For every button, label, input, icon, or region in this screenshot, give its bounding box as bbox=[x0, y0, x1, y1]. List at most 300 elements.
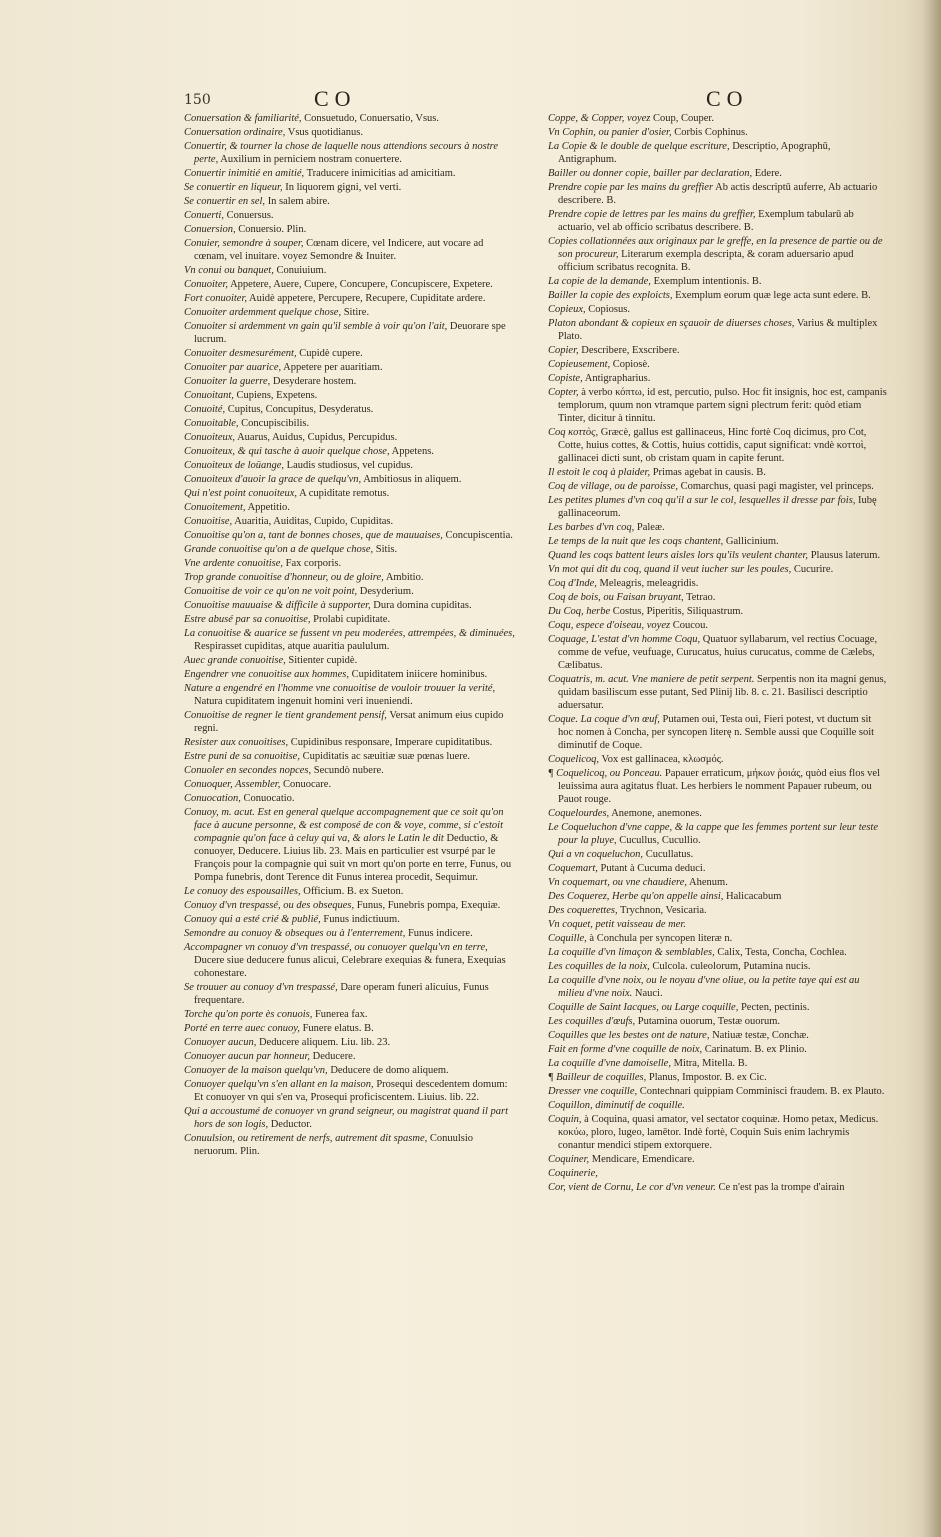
entry-french: Des coquerettes, bbox=[548, 905, 618, 916]
dictionary-entry bbox=[184, 237, 516, 263]
entry-french: Conuoquer, Assembler, bbox=[184, 779, 281, 790]
entry-latin: Conuocatio. bbox=[243, 793, 295, 804]
dictionary-entry bbox=[548, 1043, 888, 1056]
entry-french: Conuoy qui a esté crié & publié, bbox=[184, 914, 321, 925]
entry-latin: Respirasset cupiditas, atque auaritia paululum. bbox=[194, 641, 390, 652]
entry-french: Coq de village, ou de paroisse, bbox=[548, 481, 678, 492]
entry-latin: Iubę gallinaceorum. bbox=[558, 495, 877, 519]
entry-french: Coquin, bbox=[548, 1114, 582, 1125]
entry-latin: Conuersio. Plin. bbox=[238, 224, 307, 235]
entry-latin: Sitienter cupidè. bbox=[288, 655, 358, 666]
entry-french: Platon abondant & copieux en sçauoir de diuerses choses, bbox=[548, 318, 795, 329]
dictionary-entry bbox=[184, 347, 516, 360]
entry-french: Conuoiteux, bbox=[184, 432, 236, 443]
entry-french: Se trouuer au conuoy d'vn trespassé, bbox=[184, 982, 338, 993]
dictionary-entry bbox=[184, 682, 516, 708]
dictionary-entry bbox=[184, 1050, 516, 1063]
dictionary-entry bbox=[184, 515, 516, 528]
dictionary-entry bbox=[184, 981, 516, 1007]
entry-latin: Describere, Exscribere. bbox=[581, 345, 680, 356]
dictionary-entry bbox=[184, 1008, 516, 1021]
entry-french: Conuersation & familiarité, bbox=[184, 113, 302, 124]
entry-latin: Cupiditatem iniicere hominibus. bbox=[351, 669, 488, 680]
dictionary-entry bbox=[184, 375, 516, 388]
entry-latin: Varius & multiplex Plato. bbox=[558, 318, 878, 342]
entry-french: Semondre au conuoy & obseques ou à l'enterrement, bbox=[184, 928, 406, 939]
dictionary-entry bbox=[548, 960, 888, 973]
entry-french: Copter, bbox=[548, 387, 579, 398]
dictionary-entry bbox=[184, 473, 516, 486]
entry-french: Porté en terre auec conuoy, bbox=[184, 1023, 300, 1034]
dictionary-entry bbox=[184, 264, 516, 277]
dictionary-entry bbox=[184, 1078, 516, 1104]
dictionary-entry bbox=[184, 389, 516, 402]
entry-latin: In liquorem gigni, vel verti. bbox=[285, 182, 402, 193]
dictionary-entry bbox=[548, 862, 888, 875]
entry-french: Le conuoy des espousailles, bbox=[184, 886, 301, 897]
entry-french: Les petites plumes d'vn coq qu'il a sur le col, lesquelles il dresse par fois, bbox=[548, 495, 856, 506]
entry-latin: Desyderare hostem. bbox=[272, 376, 357, 387]
entry-latin: Appetens. bbox=[391, 446, 434, 457]
entry-latin: Officium. B. ex Sueton. bbox=[303, 886, 404, 897]
dictionary-entry bbox=[184, 361, 516, 374]
entry-latin: Secundò nubere. bbox=[313, 765, 384, 776]
entry-latin: Dura domina cupiditas. bbox=[373, 600, 472, 611]
dictionary-entry bbox=[184, 167, 516, 180]
entry-latin: Ab actis descriptū auferre, Ab actuario describere. B. bbox=[558, 182, 878, 206]
entry-latin: Prolabi cupiditate. bbox=[313, 614, 391, 625]
entry-latin: Contechnari quippiam Comminisci fraudem. B. ex Plauto. bbox=[639, 1086, 885, 1097]
entry-latin: Auidè appetere, Percupere, Recupere, Cupiditate ardere. bbox=[249, 293, 486, 304]
dictionary-entry bbox=[548, 466, 888, 479]
dictionary-entry bbox=[548, 549, 888, 562]
entry-latin: Græcè, gallus est gallinaceus, Hinc fortè Coq dicimus, pro Cot, Cotte, huius cottes, & Cottis, huius cottidis, caput significat: vndè κοττοὶ, gallinacei dicti sunt, ob cristam quam in capite ferunt. bbox=[558, 427, 867, 464]
entry-french: Conuoitise, bbox=[184, 516, 233, 527]
entry-french: Copies collationnées aux originaux par le greffe, en la presence de partie ou de son procureur, bbox=[548, 236, 883, 260]
running-head-left: CO bbox=[314, 86, 357, 111]
entry-french: Conuoitable, bbox=[184, 418, 239, 429]
entry-latin: Meleagris, meleagridis. bbox=[599, 578, 699, 589]
dictionary-entry bbox=[548, 876, 888, 889]
dictionary-entry bbox=[184, 112, 516, 125]
entry-french: Coquinerie, bbox=[548, 1168, 598, 1179]
entry-french: Conuoiter par auarice, bbox=[184, 362, 282, 373]
dictionary-entry bbox=[548, 181, 888, 207]
dictionary-entry bbox=[184, 431, 516, 444]
entry-latin: Funus, Funebris pompa, Exequiæ. bbox=[356, 900, 501, 911]
entry-french: Conuoiteux de loüange, bbox=[184, 460, 285, 471]
entry-latin: Sitis. bbox=[375, 544, 398, 555]
entry-french: Grande conuoitise qu'on a de quelque chose, bbox=[184, 544, 374, 555]
entry-latin: Appetitio. bbox=[247, 502, 290, 513]
entry-french: Coquilles que les bestes ont de nature, bbox=[548, 1030, 710, 1041]
entry-french: Conuier, semondre à souper, bbox=[184, 238, 304, 249]
entry-latin: Concupiscibilis. bbox=[241, 418, 310, 429]
entry-french: ¶ Bailleur de coquilles, bbox=[548, 1072, 647, 1083]
entry-latin: Funus indictiuum. bbox=[323, 914, 400, 925]
dictionary-entry bbox=[548, 1085, 888, 1098]
entry-french: Qui a accoustumé de conuoyer vn grand seigneur, ou magistrat quand il part hors de son logis, bbox=[184, 1106, 509, 1130]
entry-french: Il estoit le coq à plaider, bbox=[548, 467, 651, 478]
entry-latin: Tetrao. bbox=[686, 592, 716, 603]
dictionary-entry bbox=[184, 403, 516, 416]
entry-french: Le temps de la nuit que les coqs chantent, bbox=[548, 536, 724, 547]
dictionary-entry bbox=[548, 821, 888, 847]
entry-latin: Funere elatus. B. bbox=[302, 1023, 374, 1034]
entry-french: Vn coquet, petit vaisseau de mer. bbox=[548, 919, 686, 930]
dictionary-entry bbox=[184, 543, 516, 556]
dictionary-entry bbox=[548, 289, 888, 302]
entry-latin: Conuulsio neruorum. Plin. bbox=[194, 1133, 474, 1157]
entry-french: Conuoy, m. acut. Est en general quelque accompagnement que ce soit qu'on face à aucune personne, & est composé de con & voye, comme, si c'estoit compagnie qu'on face à celuy qui va, & alors le Latin le dit bbox=[184, 807, 504, 844]
entry-latin: Deuorare spe lucrum. bbox=[194, 321, 506, 345]
entry-french: Se conuertir en sel, bbox=[184, 196, 266, 207]
entry-latin: Copiosus. bbox=[588, 304, 630, 315]
entry-latin: Dare operam funeri alicuius, Funus frequentare. bbox=[194, 982, 489, 1006]
left-column bbox=[184, 112, 516, 1159]
dictionary-entry bbox=[184, 750, 516, 763]
dictionary-entry bbox=[548, 494, 888, 520]
entry-latin: Gallicinium. bbox=[725, 536, 779, 547]
entry-latin: Prosequi descedentem domum: Et conuoyer vn qui s'en va, Prosequi proficiscentem. Liuius. lib. 22. bbox=[194, 1079, 508, 1103]
dictionary-entry bbox=[548, 713, 888, 752]
entry-french: Se conuertir en liqueur, bbox=[184, 182, 283, 193]
entry-french: Conuoitant, bbox=[184, 390, 234, 401]
dictionary-entry bbox=[548, 480, 888, 493]
entry-latin: Conuocare. bbox=[282, 779, 332, 790]
entry-french: Coquillon, diminutif de coquille. bbox=[548, 1100, 685, 1111]
entry-french: Nature a engendré en l'homme vne conuoitise de vouloir trouuer la verité, bbox=[184, 683, 496, 694]
entry-french: La coquille d'vne damoiselle, bbox=[548, 1058, 671, 1069]
entry-french: Estre abusé par sa conuoitise, bbox=[184, 614, 311, 625]
entry-french: Coquille de Saint Iacques, ou Large coquille, bbox=[548, 1002, 739, 1013]
dictionary-entry bbox=[548, 1015, 888, 1028]
entry-latin: Laudis studiosus, vel cupidus. bbox=[286, 460, 413, 471]
entry-french: Coquage, L'estat d'vn homme Coqu, bbox=[548, 634, 701, 645]
dictionary-entry bbox=[184, 126, 516, 139]
dictionary-entry bbox=[184, 571, 516, 584]
entry-latin: Primas agebat in causis. B. bbox=[652, 467, 766, 478]
entry-french: Coquemart, bbox=[548, 863, 598, 874]
dictionary-entry bbox=[184, 417, 516, 430]
entry-latin: Putant à Cucuma deduci. bbox=[600, 863, 706, 874]
running-head-right: CO bbox=[706, 86, 749, 111]
entry-latin: Carinatum. B. ex Plinio. bbox=[704, 1044, 807, 1055]
entry-french: Vn conui ou banquet, bbox=[184, 265, 274, 276]
dictionary-entry bbox=[184, 654, 516, 667]
dictionary-entry bbox=[184, 292, 516, 305]
dictionary-entry bbox=[548, 932, 888, 945]
entry-french: Conuocation, bbox=[184, 793, 241, 804]
entry-latin: Cœnam dicere, vel Indicere, aut vocare ad cœnam, vel inuitare. voyez Semondre & Inuiter. bbox=[194, 238, 484, 262]
entry-french: Conuersion, bbox=[184, 224, 236, 235]
entry-french: Coque. La coque d'vn œuf, bbox=[548, 714, 660, 725]
entry-latin: Exemplum eorum quæ lege acta sunt edere. B. bbox=[675, 290, 871, 301]
entry-latin: Vox est gallinacea, κλωσμός. bbox=[601, 754, 724, 765]
entry-latin: Antigrapharius. bbox=[584, 373, 651, 384]
entry-latin: Funus indicere. bbox=[407, 928, 473, 939]
dictionary-entry bbox=[548, 317, 888, 343]
dictionary-entry bbox=[548, 918, 888, 931]
dictionary-entry bbox=[184, 599, 516, 612]
dictionary-entry bbox=[184, 899, 516, 912]
entry-french: Conuoler en secondes nopces, bbox=[184, 765, 312, 776]
entry-french: Auec grande conuoitise, bbox=[184, 655, 286, 666]
dictionary-entry bbox=[548, 1181, 888, 1194]
dictionary-entry bbox=[184, 1105, 516, 1131]
entry-latin: Deducere de domo aliquem. bbox=[330, 1065, 449, 1076]
entry-latin: Putamen oui, Testa oui, Fieri potest, vt ductum sit hoc nomen à Concha, per syncopen literę n. Semble aussi que Coquille soit diminutif de Coque. bbox=[558, 714, 875, 751]
dictionary-entry bbox=[548, 1099, 888, 1112]
entry-latin: à verbo κόπτω, id est, percutio, pulso. Hoc fit insignis, hoc est, campanis templorum, quum non vtramque partem signi plectrum ferit: quòd etiam Tinter, dicitur à tinnitu. bbox=[558, 387, 887, 424]
entry-french: Coq d'Inde, bbox=[548, 578, 597, 589]
entry-french: La copie de la demande, bbox=[548, 276, 651, 287]
entry-french: Conuoiteux, & qui tasche à auoir quelque chose, bbox=[184, 446, 390, 457]
entry-french: Vn Cophin, ou panier d'osier, bbox=[548, 127, 672, 138]
dictionary-entry bbox=[548, 275, 888, 288]
entry-french: Vne ardente conuoitise, bbox=[184, 558, 284, 569]
dictionary-entry bbox=[184, 140, 516, 166]
dictionary-entry bbox=[548, 974, 888, 1000]
entry-french: Estre puni de sa conuoitise, bbox=[184, 751, 300, 762]
dictionary-entry bbox=[548, 235, 888, 274]
entry-french: Conuersation ordinaire, bbox=[184, 127, 286, 138]
entry-french: Fait en forme d'vne coquille de noix, bbox=[548, 1044, 703, 1055]
entry-latin: Cupitus, Concupitus, Desyderatus. bbox=[227, 404, 374, 415]
entry-french: Conuertir, & tourner la chose de laquelle nous attendions secours à nostre perte, bbox=[184, 141, 499, 165]
entry-latin: Appetere, Auere, Cupere, Concupere, Concupiscere, Expetere. bbox=[230, 279, 493, 290]
entry-french: Qui n'est point conuoiteux, bbox=[184, 488, 298, 499]
dictionary-entry bbox=[548, 521, 888, 534]
entry-latin: Ahenum. bbox=[689, 877, 728, 888]
entry-latin: Planus, Impostor. B. ex Cic. bbox=[648, 1072, 767, 1083]
entry-latin: Auarus, Auidus, Cupidus, Percupidus. bbox=[237, 432, 398, 443]
entry-french: Conuoiter, bbox=[184, 279, 229, 290]
entry-latin: Exemplum tabularū ab actuario, vel ab officio scribatus describere. B. bbox=[558, 209, 854, 233]
dictionary-entry bbox=[548, 1167, 888, 1180]
entry-latin: Costus, Piperitis, Siliquastrum. bbox=[612, 606, 744, 617]
dictionary-entry bbox=[184, 501, 516, 514]
entry-latin: Paleæ. bbox=[636, 522, 665, 533]
entry-latin: Desyderium. bbox=[359, 586, 414, 597]
entry-latin: Deducere. bbox=[312, 1051, 356, 1062]
entry-french: La coquille d'vn limaçon & semblables, bbox=[548, 947, 715, 958]
entry-french: Le Coqueluchon d'vne cappe, & la cappe que les femmes portent sur leur teste pour la pluye, bbox=[548, 822, 879, 846]
entry-latin: Trychnon, Vesicaria. bbox=[620, 905, 707, 916]
dictionary-entry bbox=[548, 140, 888, 166]
entry-french: Les barbes d'vn coq, bbox=[548, 522, 635, 533]
dictionary-entry bbox=[184, 1022, 516, 1035]
dictionary-entry bbox=[184, 806, 516, 884]
entry-french: Resister aux conuoitises, bbox=[184, 737, 289, 748]
entry-latin: Mitra, Mitella. B. bbox=[673, 1058, 748, 1069]
entry-latin: Natura cupiditatem ingenuit homini veri inueniendi. bbox=[194, 696, 413, 707]
entry-french: Bailler ou donner copie, bailler par declaration, bbox=[548, 168, 753, 179]
dictionary-entry bbox=[184, 764, 516, 777]
dictionary-entry bbox=[184, 613, 516, 626]
dictionary-entry bbox=[548, 1113, 888, 1152]
dictionary-entry bbox=[184, 529, 516, 542]
dictionary-entry bbox=[548, 303, 888, 316]
entry-french: Conuoité, bbox=[184, 404, 226, 415]
entry-latin: Concupiscentia. bbox=[445, 530, 513, 541]
entry-latin: Calix, Testa, Concha, Cochlea. bbox=[717, 947, 847, 958]
entry-latin: Consuetudo, Conuersatio, Vsus. bbox=[304, 113, 440, 124]
entry-latin: Sitire. bbox=[343, 307, 370, 318]
dictionary-entry bbox=[184, 778, 516, 791]
dictionary-entry bbox=[548, 673, 888, 712]
entry-french: Quand les coqs battent leurs aisles lors qu'ils veulent chanter, bbox=[548, 550, 809, 561]
entry-latin: Funerea fax. bbox=[314, 1009, 368, 1020]
entry-french: Cor, vient de Cornu, Le cor d'vn veneur. bbox=[548, 1182, 716, 1193]
entry-latin: Cupiens, Expetens. bbox=[236, 390, 318, 401]
dictionary-entry bbox=[548, 372, 888, 385]
dictionary-entry bbox=[184, 278, 516, 291]
entry-latin: à Conchula per syncopen literæ n. bbox=[589, 933, 733, 944]
dictionary-entry bbox=[548, 605, 888, 618]
entry-latin: Ce n'est pas la trompe d'airain bbox=[718, 1182, 845, 1193]
entry-french: Conuoiter si ardemment vn gain qu'il semble à voir qu'on l'ait, bbox=[184, 321, 448, 332]
dictionary-entry bbox=[184, 736, 516, 749]
dictionary-entry bbox=[548, 1071, 888, 1084]
entry-french: Dresser vne coquille, bbox=[548, 1086, 638, 1097]
entry-french: Copier, bbox=[548, 345, 579, 356]
dictionary-entry bbox=[548, 386, 888, 425]
entry-latin: Putamina ouorum, Testæ ouorum. bbox=[637, 1016, 781, 1027]
entry-latin: Deductor. bbox=[270, 1119, 312, 1130]
entry-french: Conuoitement, bbox=[184, 502, 246, 513]
dictionary-entry bbox=[184, 585, 516, 598]
entry-latin: Nauci. bbox=[634, 988, 663, 999]
entry-latin: Coucou. bbox=[672, 620, 709, 631]
entry-latin: In salem abire. bbox=[267, 196, 330, 207]
entry-french: La Copie & le double de quelque escriture, bbox=[548, 141, 730, 152]
entry-french: Vn mot qui dit du coq, quand il veut iucher sur les poules, bbox=[548, 564, 792, 575]
dictionary-entry bbox=[548, 904, 888, 917]
entry-french: Conuertir inimitié en amitié, bbox=[184, 168, 305, 179]
entry-french: Coq de bois, ou Faisan bruyant, bbox=[548, 592, 684, 603]
dictionary-entry bbox=[548, 767, 888, 806]
entry-french: Coquelicoq, bbox=[548, 754, 600, 765]
dictionary-entry bbox=[184, 223, 516, 236]
entry-latin: à Coquina, quasi amator, vel sectator coquinæ. Homo petax, Medicus. κοκύω, ploro, lugeo, lamētor. Indè fortè, Coquin Suis enim lachrymis conantur mendici stipem extorquere. bbox=[558, 1114, 879, 1151]
dictionary-entry bbox=[184, 445, 516, 458]
dictionary-entry bbox=[184, 792, 516, 805]
dictionary-entry bbox=[184, 1064, 516, 1077]
dictionary-entry bbox=[548, 753, 888, 766]
dictionary-entry bbox=[184, 306, 516, 319]
entry-latin: Culcola. culeolorum, Putamina nucis. bbox=[652, 961, 811, 972]
entry-latin: Literarum exempla descripta, & coram aduersario apud officium scribatus recognita. B. bbox=[558, 249, 854, 273]
dictionary-entry bbox=[184, 459, 516, 472]
entry-french: Prendre copie de lettres par les mains du greffier, bbox=[548, 209, 756, 220]
entry-latin: Halicacabum bbox=[726, 891, 782, 902]
dictionary-entry bbox=[184, 487, 516, 500]
entry-french: Conuoiter ardemment quelque chose, bbox=[184, 307, 342, 318]
entry-french: Conuulsion, ou retirement de nerfs, autrement dit spasme, bbox=[184, 1133, 428, 1144]
dictionary-entry bbox=[548, 126, 888, 139]
dictionary-entry bbox=[184, 941, 516, 980]
entry-latin: Traducere inimicitias ad amicitiam. bbox=[306, 168, 456, 179]
dictionary-entry bbox=[184, 1036, 516, 1049]
entry-latin: Vsus quotidianus. bbox=[287, 127, 364, 138]
entry-french: Prendre copie par les mains du greffier bbox=[548, 182, 714, 193]
dictionary-entry bbox=[548, 591, 888, 604]
page-number: 150 bbox=[184, 92, 211, 108]
entry-french: Copiste, bbox=[548, 373, 583, 384]
entry-latin: A cupiditate remotus. bbox=[299, 488, 390, 499]
entry-latin: Exemplum intentionis. B. bbox=[653, 276, 762, 287]
entry-latin: Descriptio, Apographū, Antigraphum. bbox=[558, 141, 831, 165]
dictionary-entry bbox=[548, 208, 888, 234]
entry-latin: Ambitiosus in aliquem. bbox=[363, 474, 462, 485]
entry-french: Trop grande conuoitise d'honneur, ou de gloire, bbox=[184, 572, 384, 583]
entry-latin: Plausus laterum. bbox=[810, 550, 881, 561]
entry-french: Coquille, bbox=[548, 933, 587, 944]
dictionary-entry bbox=[184, 927, 516, 940]
entry-french: Conuoyer de la maison quelqu'vn, bbox=[184, 1065, 328, 1076]
dictionary-entry bbox=[184, 885, 516, 898]
dictionary-entry bbox=[184, 320, 516, 346]
dictionary-entry bbox=[548, 619, 888, 632]
entry-french: Fort conuoiter, bbox=[184, 293, 247, 304]
page-edge bbox=[921, 0, 941, 1537]
entry-french: Conuoitise de voir ce qu'on ne voit point, bbox=[184, 586, 358, 597]
entry-french: Coppe, & Copper, voyez bbox=[548, 113, 651, 124]
entry-french: Conuoiteux d'auoir la grace de quelqu'vn, bbox=[184, 474, 362, 485]
dictionary-entry bbox=[184, 209, 516, 222]
entry-latin: Copiosè. bbox=[612, 359, 650, 370]
entry-french: Coquelourdes, bbox=[548, 808, 610, 819]
entry-latin: Comarchus, quasi pagi magister, vel princeps. bbox=[680, 481, 874, 492]
entry-latin: Cupidè cupere. bbox=[299, 348, 363, 359]
entry-french: Conuoitise qu'on a, tant de bonnes choses, que de mauuaises, bbox=[184, 530, 443, 541]
dictionary-entry bbox=[184, 181, 516, 194]
dictionary-entry bbox=[184, 709, 516, 735]
entry-french: La coquille d'vne noix, ou le noyau d'vne oliue, ou la petite taye qui est au milieu d'vne noix. bbox=[548, 975, 860, 999]
entry-french: Copieusement, bbox=[548, 359, 611, 370]
entry-latin: Cupiditatis ac sæuitiæ suæ pœnas luere. bbox=[302, 751, 471, 762]
right-column bbox=[548, 112, 888, 1195]
entry-french: Torche qu'on porte ès conuois, bbox=[184, 1009, 313, 1020]
entry-latin: Serpentis non ita magni genus, quidam basiliscum esse putant, Sed Plinij lib. 8. c. 21. Basilisci descriptio aduersatur. bbox=[558, 674, 887, 711]
dictionary-entry bbox=[548, 112, 888, 125]
entry-french: Conuoyer quelqu'vn s'en allant en la maison, bbox=[184, 1079, 374, 1090]
dictionary-entry bbox=[548, 1001, 888, 1014]
entry-latin: Quatuor syllabarum, vel rectius Cocuage, comme de vefue, veufuage, Curucatus, huius curucatus, comme de Cælebs, Cælibatus. bbox=[558, 634, 878, 671]
dictionary-entry bbox=[184, 195, 516, 208]
entry-latin: Ambitio. bbox=[385, 572, 424, 583]
entry-french: Coquatris, m. acut. Vne maniere de petit serpent. bbox=[548, 674, 755, 685]
entry-latin: Natiuæ testæ, Conchæ. bbox=[712, 1030, 809, 1041]
entry-french: Des Coquerez, Herbe qu'on appelle ainsi, bbox=[548, 891, 724, 902]
entry-french: Conuoiter la guerre, bbox=[184, 376, 271, 387]
dictionary-entry bbox=[548, 1153, 888, 1166]
dictionary-entry bbox=[548, 848, 888, 861]
dictionary-entry bbox=[548, 807, 888, 820]
entry-french: Conuoy d'vn trespassé, ou des obseques, bbox=[184, 900, 355, 911]
entry-french: Conuoyer aucun par honneur, bbox=[184, 1051, 310, 1062]
entry-french: Conuoitise de regner le tient grandement pensif, bbox=[184, 710, 387, 721]
entry-latin: Auaritia, Auiditas, Cupido, Cupiditas. bbox=[234, 516, 394, 527]
entry-french: Les coquilles d'œufs, bbox=[548, 1016, 636, 1027]
dictionary-entry bbox=[184, 627, 516, 653]
entry-latin: Fax corporis. bbox=[285, 558, 342, 569]
entry-french: Vn coquemart, ou vne chaudiere, bbox=[548, 877, 687, 888]
entry-latin: Versat animum eius cupido regni. bbox=[194, 710, 504, 734]
entry-french: Coqu, espece d'oiseau, voyez bbox=[548, 620, 671, 631]
dictionary-entry bbox=[548, 946, 888, 959]
